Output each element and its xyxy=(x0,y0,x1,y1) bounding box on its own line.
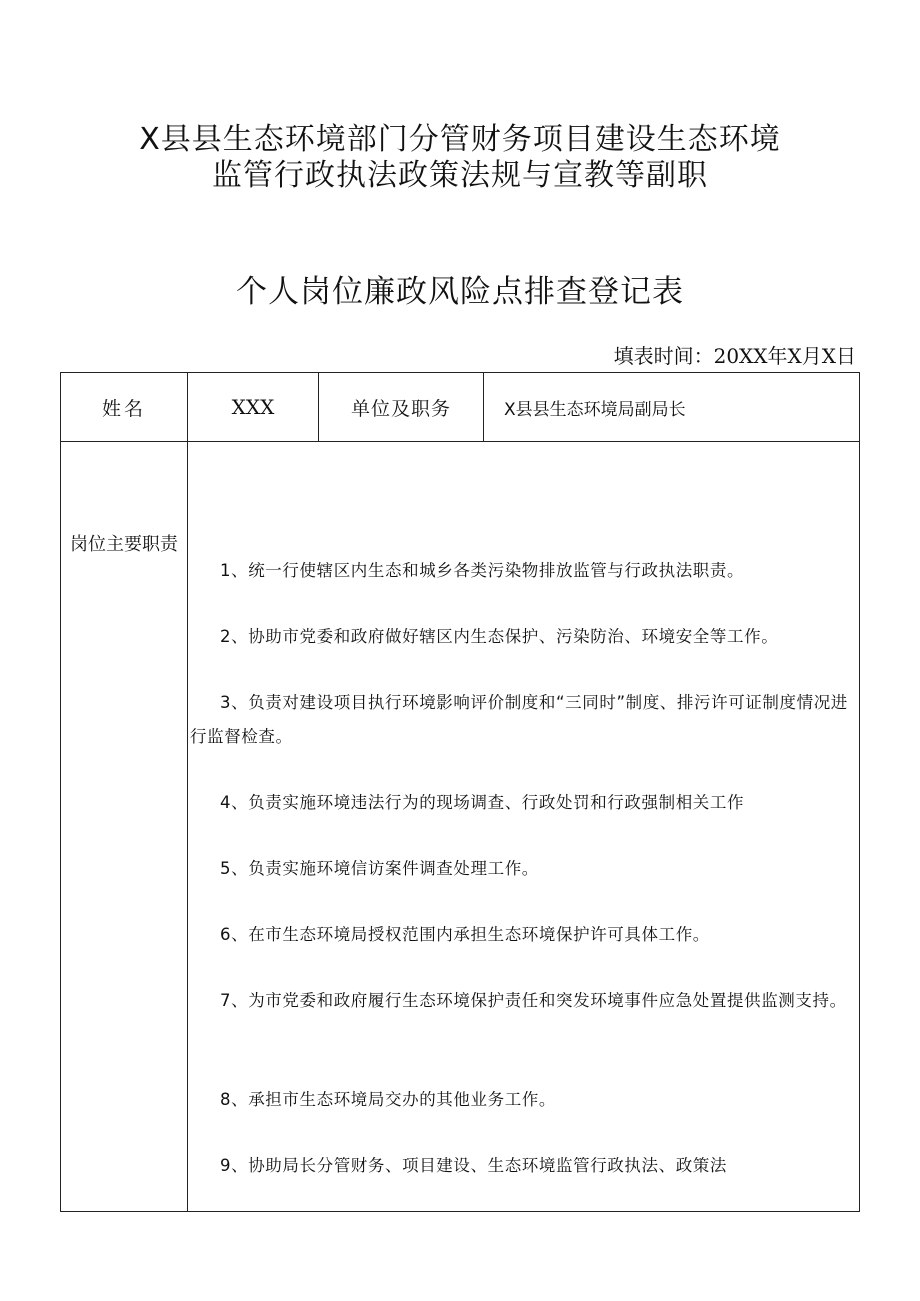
document-title-line-2: 监管行政执法政策法规与宣教等副职 xyxy=(212,158,708,193)
duty-item: 4、负责实施环境违法行为的现场调查、行政处罚和行政强制相关工作 xyxy=(220,793,745,812)
duties-label-cell xyxy=(61,442,188,1211)
name-value: XXX xyxy=(188,373,319,441)
duty-item: 3、负责对建设项目执行环境影响评价制度和“三同时”制度、排污许可证制度情况进行监督检查。 xyxy=(190,693,848,746)
duty-item: 2、协助市党委和政府做好辖区内生态保护、污染防治、环境安全等工作。 xyxy=(220,627,779,646)
table-header-row xyxy=(60,372,860,442)
unit-position-label: 单位及职务 xyxy=(319,373,484,441)
fill-date: 填表时间：20XX年X月X日 xyxy=(613,344,856,368)
duty-item: 1、统一行使辖区内生态和城乡各类污染物排放监管与行政执法职责。 xyxy=(220,561,745,580)
name-label: 姓名 xyxy=(61,373,188,441)
document-title-line-1: X县县生态环境部门分管财务项目建设生态环境 xyxy=(139,122,781,157)
duties-list xyxy=(188,442,859,1211)
duty-item: 7、为市党委和政府履行生态环境保护责任和突发环境事件应急处置提供监测支持。 xyxy=(220,991,847,1010)
duty-item: 6、在市生态环境局授权范围内承担生态环境保护许可具体工作。 xyxy=(220,925,710,944)
duties-row xyxy=(60,441,860,1212)
duty-item: 5、负责实施环境信访案件调查处理工作。 xyxy=(220,859,539,878)
duty-item: 9、协助局长分管财务、项目建设、生态环境监管行政执法、政策法 xyxy=(220,1156,727,1175)
form-title: 个人岗位廉政风险点排查登记表 xyxy=(236,274,684,310)
unit-position-value: X县县生态环境局副局长 xyxy=(504,399,686,420)
duty-item: 8、承担市生态环境局交办的其他业务工作。 xyxy=(220,1090,556,1109)
duties-label: 岗位主要职责 xyxy=(70,534,178,555)
document-title xyxy=(0,122,920,194)
